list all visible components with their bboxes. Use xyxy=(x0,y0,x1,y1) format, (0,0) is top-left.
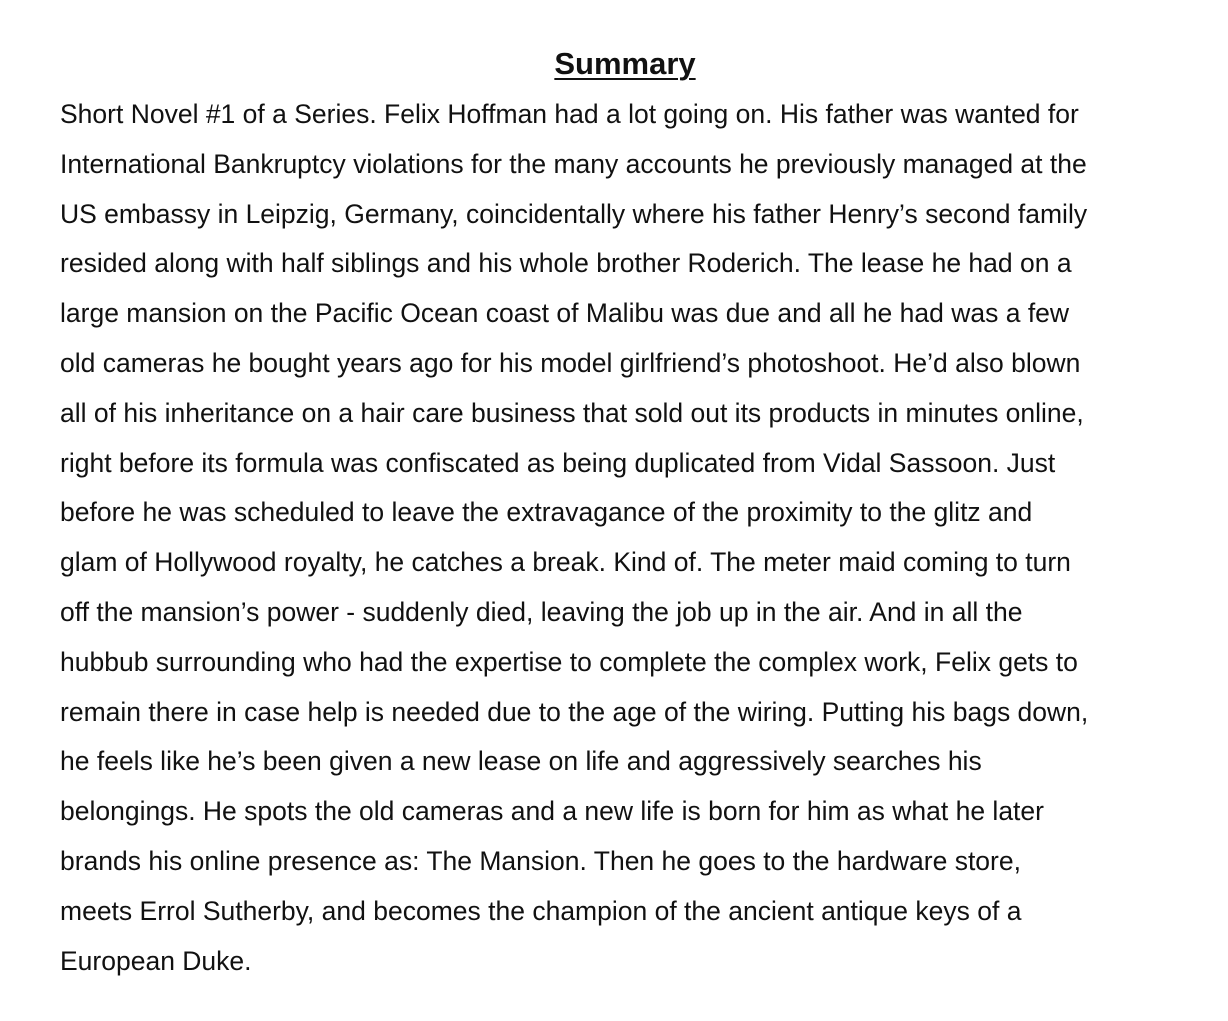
paragraph-line: he feels like he’s been given a new lease on life and aggressively searches his xyxy=(60,746,982,777)
summary-title: Summary xyxy=(554,46,696,81)
paragraph-line: International Bankruptcy violations for the many accounts he previously managed at the xyxy=(60,148,1087,179)
paragraph-line: off the mansion’s power - suddenly died, leaving the job up in the air. And in all the xyxy=(60,596,1023,627)
paragraph-line: meets Errol Sutherby, and becomes the champion of the ancient antique keys of a xyxy=(60,895,1022,926)
summary-paragraph xyxy=(60,90,1190,986)
paragraph-line: Short Novel #1 of a Series. Felix Hoffman had a lot going on. His father was wanted for xyxy=(60,99,1079,129)
paragraph-line: glam of Hollywood royalty, he catches a break. Kind of. The meter maid coming to turn xyxy=(60,547,1071,578)
paragraph-line: all of his inheritance on a hair care business that sold out its products in minutes online, xyxy=(60,397,1084,428)
paragraph-line: belongings. He spots the old cameras and a new life is born for him as what he later xyxy=(60,796,1044,827)
paragraph-line: hubbub surrounding who had the expertise to complete the complex work, Felix gets to xyxy=(60,646,1078,677)
paragraph-line: old cameras he bought years ago for his model girlfriend’s photoshoot. He’d also blown xyxy=(60,347,1081,378)
paragraph-line: remain there in case help is needed due to the age of the wiring. Putting his bags down, xyxy=(60,696,1089,727)
document-page xyxy=(60,40,1190,986)
paragraph-line: European Duke. xyxy=(60,945,252,976)
paragraph-line: brands his online presence as: The Mansion. Then he goes to the hardware store, xyxy=(60,845,1021,876)
paragraph-line: before he was scheduled to leave the extravagance of the proximity to the glitz and xyxy=(60,497,1033,528)
paragraph-line: right before its formula was confiscated as being duplicated from Vidal Sassoon. Just xyxy=(60,447,1056,478)
paragraph-line: resided along with half siblings and his whole brother Roderich. The lease he had on a xyxy=(60,248,1072,279)
paragraph-line: large mansion on the Pacific Ocean coast of Malibu was due and all he had was a few xyxy=(60,298,1070,329)
paragraph-line: US embassy in Leipzig, Germany, coincidentally where his father Henry’s second family xyxy=(60,198,1088,229)
